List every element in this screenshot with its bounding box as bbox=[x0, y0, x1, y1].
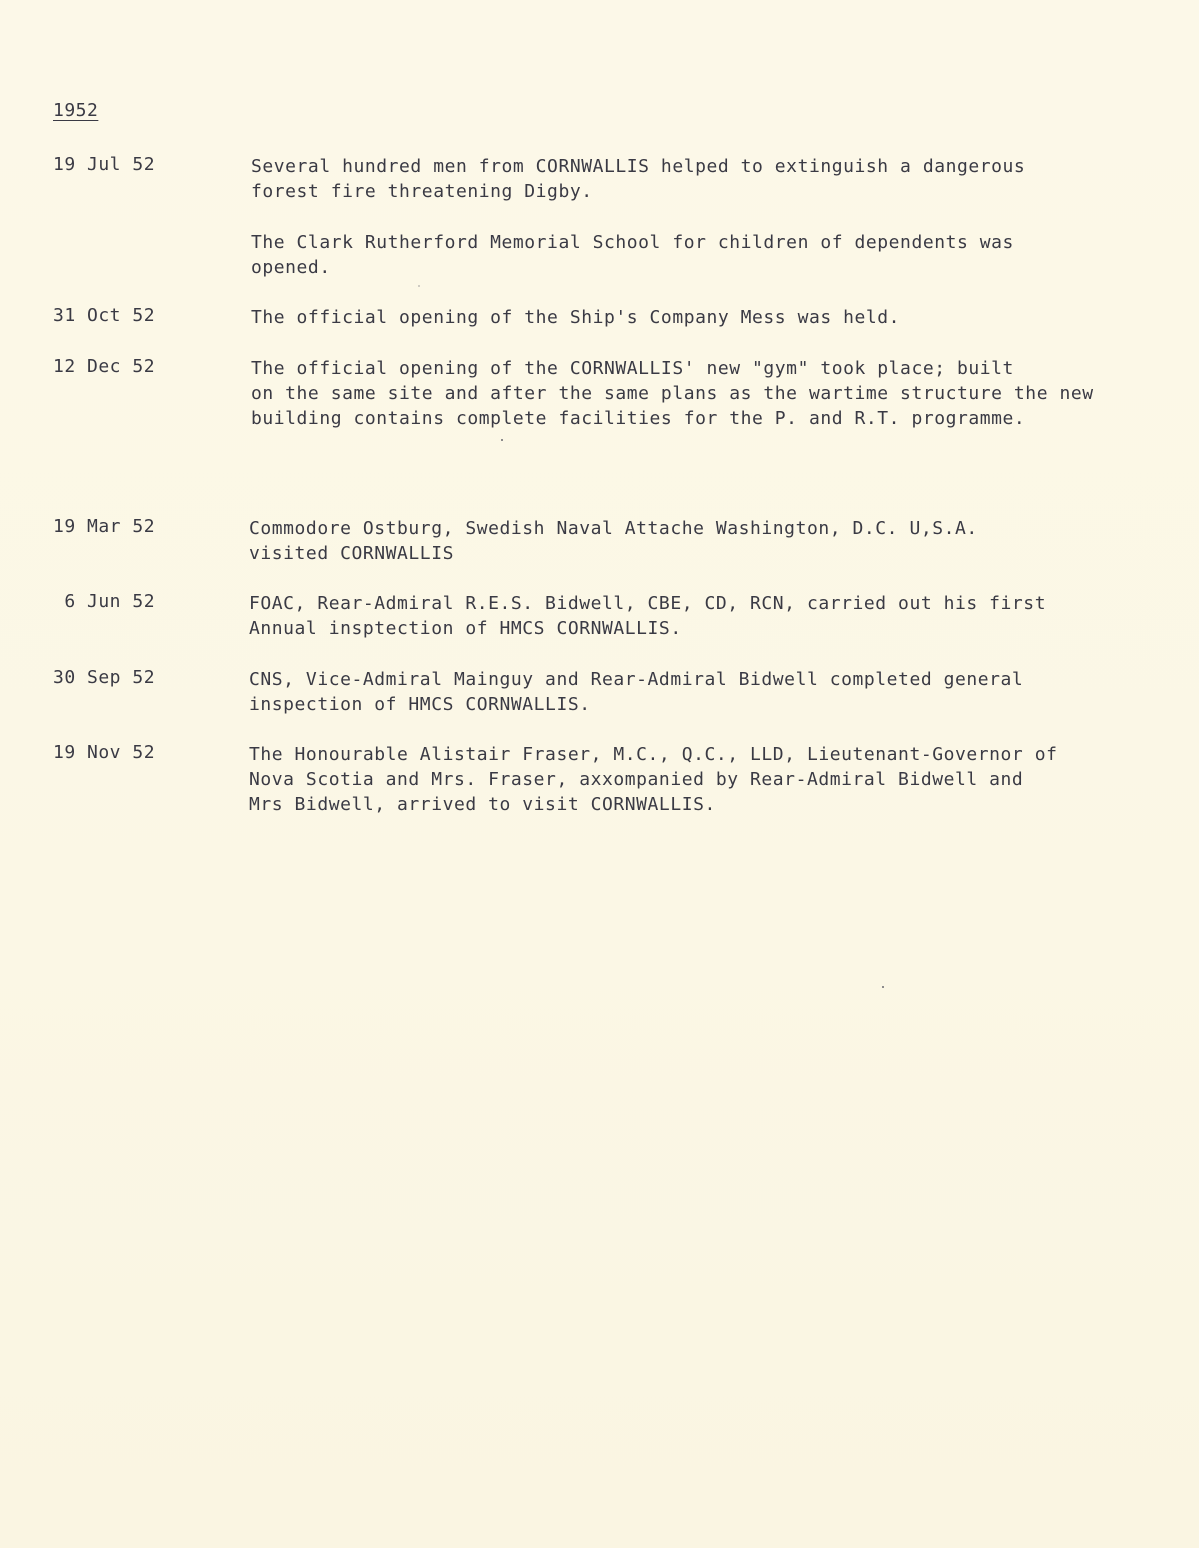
entry-text bbox=[251, 305, 1181, 330]
entry-text-line: Several hundred men from CORNWALLIS helped to extinguish a dangerous bbox=[251, 156, 1026, 177]
entry-text-line: Annual insptection of HMCS CORNWALLIS. bbox=[249, 618, 682, 639]
paper-speck bbox=[501, 439, 503, 441]
entry-text-line: inspection of HMCS CORNWALLIS. bbox=[249, 694, 591, 715]
entry-date: 30 Sep 52 bbox=[53, 667, 156, 688]
paper-speck bbox=[882, 986, 884, 988]
entry-text bbox=[249, 516, 1179, 566]
entry-date: 6 Jun 52 bbox=[53, 591, 156, 612]
entry-text-line: The Clark Rutherford Memorial School for children of dependents was bbox=[251, 232, 1014, 253]
entry-text-line: The Honourable Alistair Fraser, M.C., Q.C., LLD, Lieutenant-Governor of bbox=[249, 744, 1058, 765]
paper-speck bbox=[418, 285, 420, 287]
entry-text-line: FOAC, Rear-Admiral R.E.S. Bidwell, CBE, CD, RCN, carried out his first bbox=[249, 593, 1047, 614]
entry-text bbox=[251, 230, 1181, 280]
entry-text-line: The official opening of the CORNWALLIS' new "gym" took place; built bbox=[251, 358, 1014, 379]
entry-date: 31 Oct 52 bbox=[53, 305, 156, 326]
entry-date: 19 Mar 52 bbox=[53, 516, 156, 537]
entry-text bbox=[251, 154, 1181, 204]
entry-text-line: opened. bbox=[251, 257, 331, 278]
entry-text-line: Commodore Ostburg, Swedish Naval Attache Washington, D.C. U,S.A. bbox=[249, 518, 978, 539]
entry-text-line: Nova Scotia and Mrs. Fraser, axxompanied by Rear-Admiral Bidwell and bbox=[249, 769, 1024, 790]
entry-text bbox=[249, 591, 1179, 641]
entry-text bbox=[251, 356, 1181, 431]
entry-text-line: building contains complete facilities for the P. and R.T. programme. bbox=[251, 408, 1026, 429]
entry-text-line: forest fire threatening Digby. bbox=[251, 181, 593, 202]
entry-date: 19 Jul 52 bbox=[53, 154, 156, 175]
entry-date: 19 Nov 52 bbox=[53, 742, 156, 763]
entry-date: 12 Dec 52 bbox=[53, 356, 156, 377]
entry-text bbox=[249, 667, 1179, 717]
entry-text-line: visited CORNWALLIS bbox=[249, 543, 454, 564]
year-heading: 1952 bbox=[53, 100, 99, 121]
entry-text-line: Mrs Bidwell, arrived to visit CORNWALLIS. bbox=[249, 794, 716, 815]
entry-text-line: on the same site and after the same plans as the wartime structure the new bbox=[251, 383, 1094, 404]
entry-text-line: The official opening of the Ship's Company Mess was held. bbox=[251, 307, 901, 328]
entry-text-line: CNS, Vice-Admiral Mainguy and Rear-Admiral Bidwell completed general bbox=[249, 669, 1024, 690]
entry-text bbox=[249, 742, 1179, 817]
